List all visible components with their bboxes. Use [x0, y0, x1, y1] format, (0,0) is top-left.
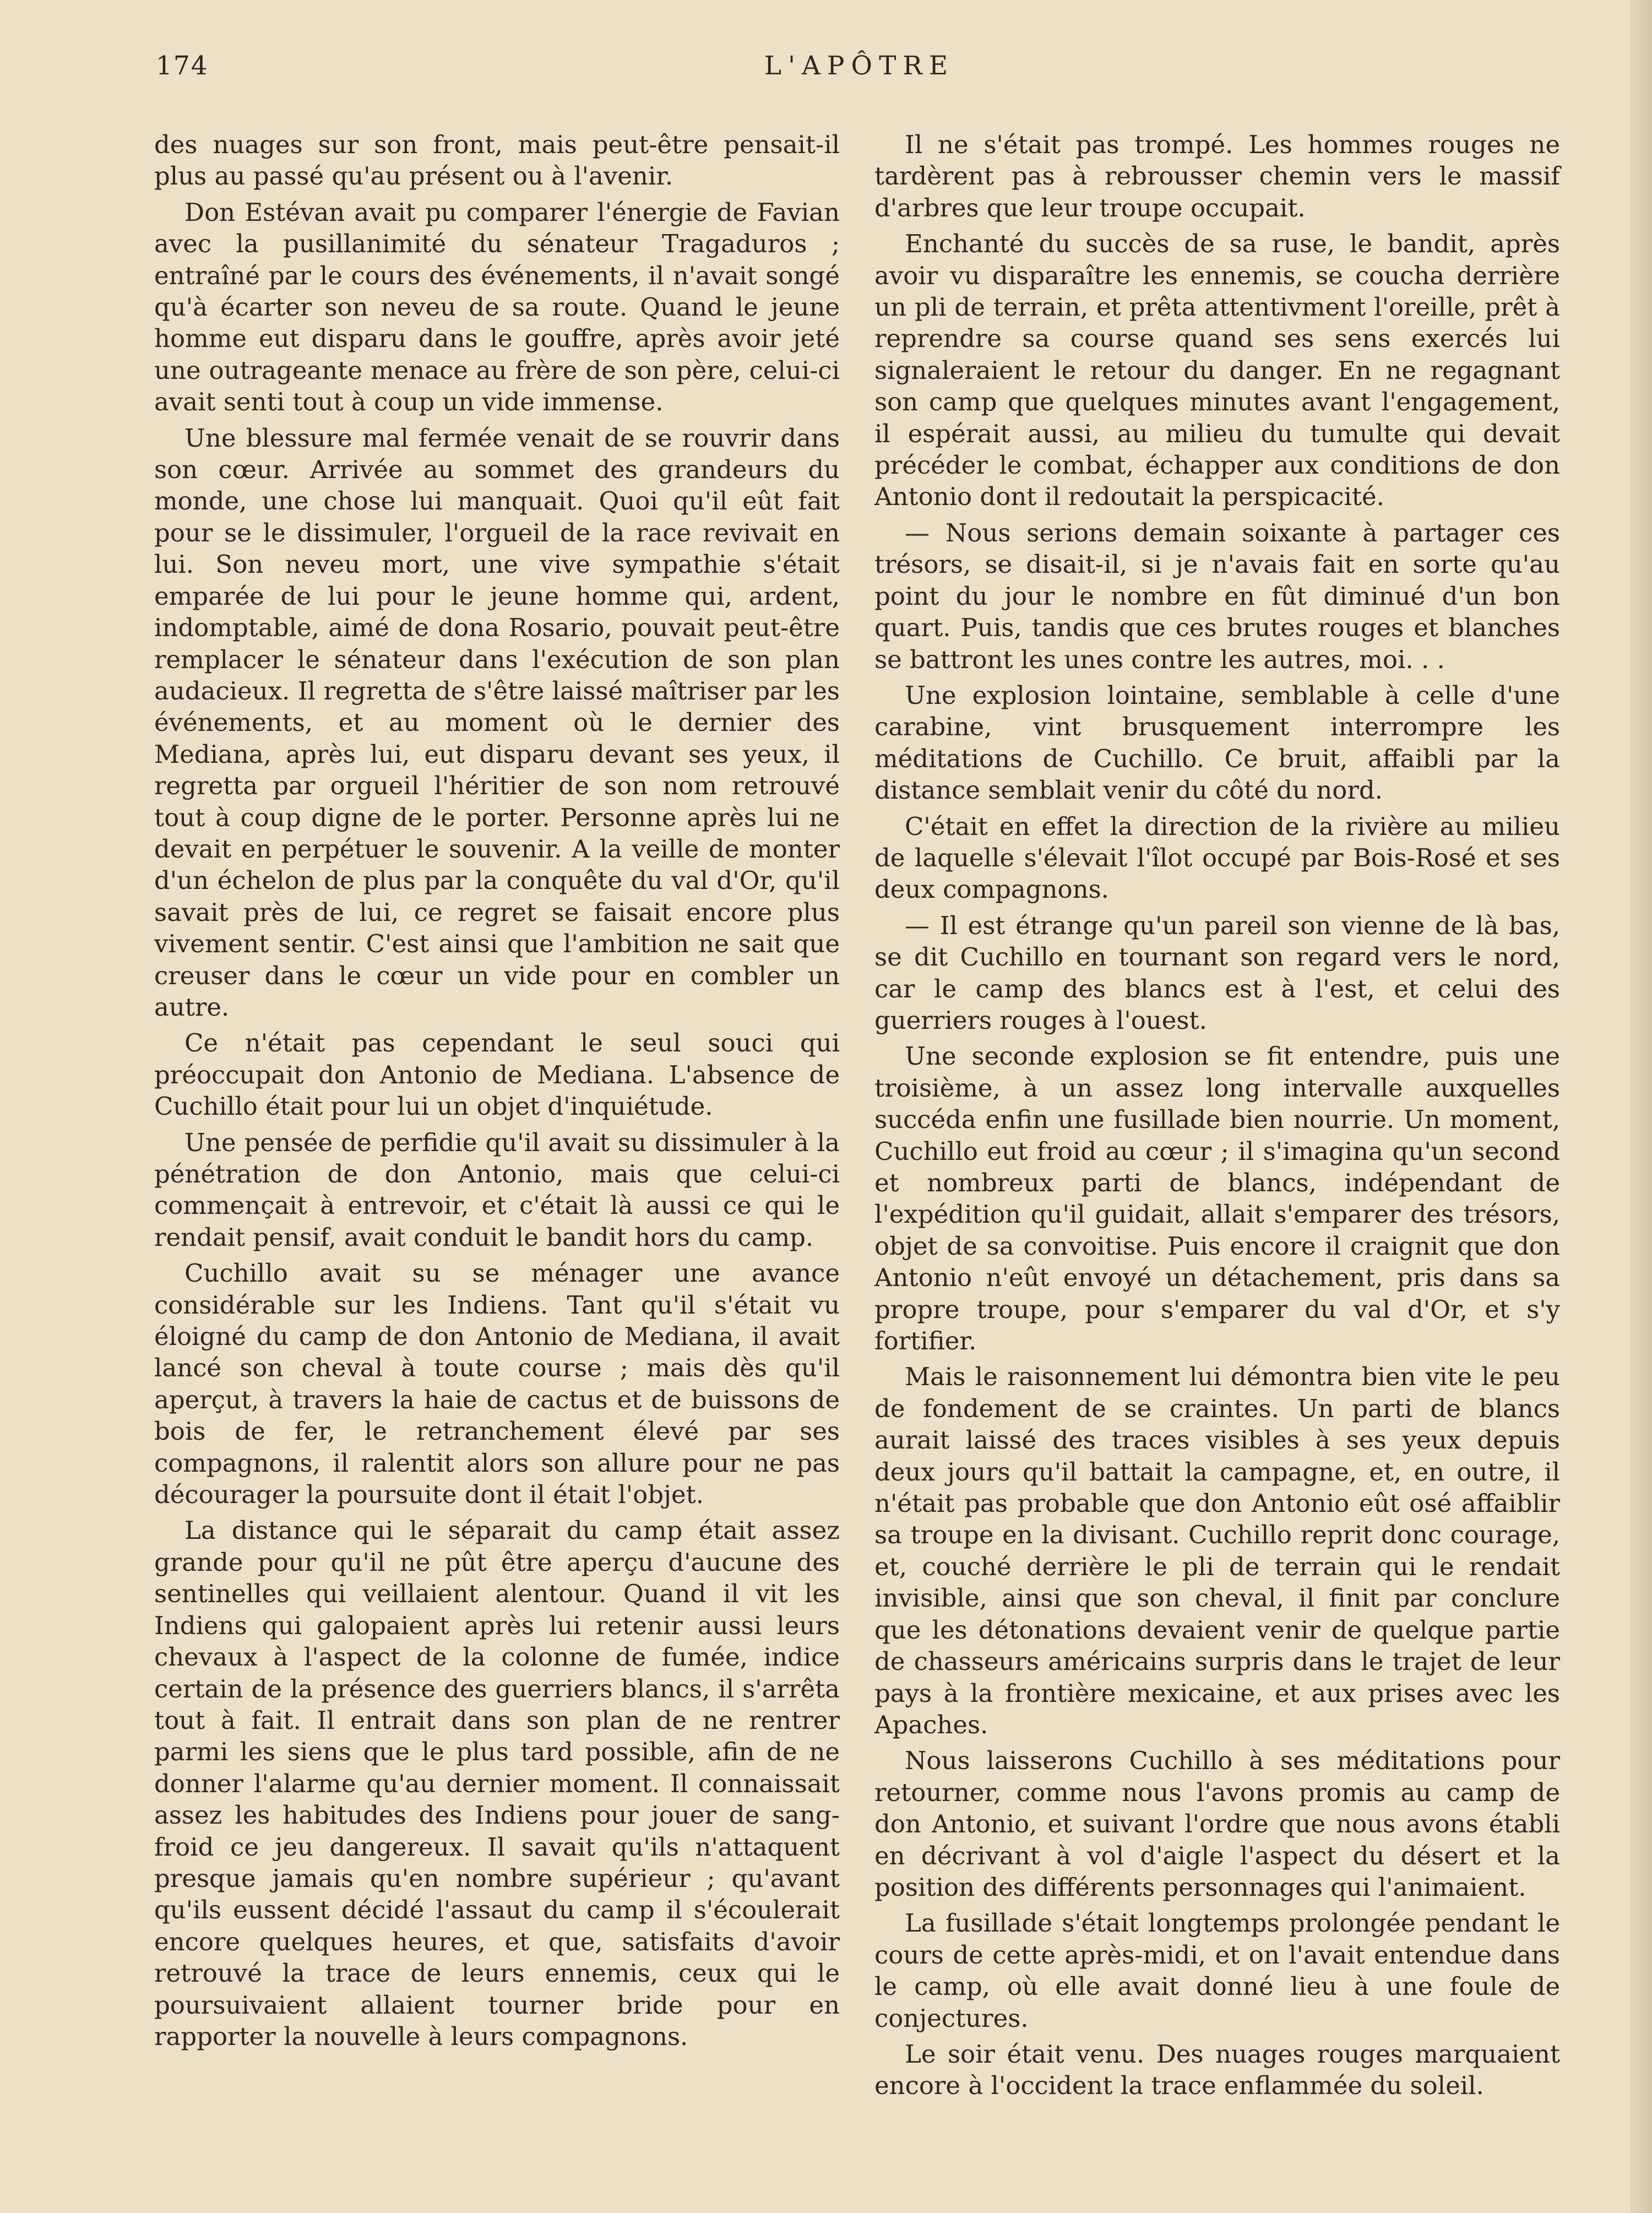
- paragraph: C'était en effet la direction de la rivière au milieu de laquelle s'élevait l'îlot occupé par Bois-Rosé et ses deux compagnons.: [874, 811, 1560, 904]
- paragraph: — Nous serions demain soixante à partager ces trésors, se disait-il, si je n'avais fait en sorte qu'au point du jour le nombre en fût diminué d'un bon quart. Puis, tandis que ces brutes rouges et blanches se battront les unes contre les autres, moi. . .: [874, 518, 1560, 674]
- paragraph: Une pensée de perfidie qu'il avait su dissimuler à la pénétration de don Antonio, mais que celui-ci commençait à entrevoir, et c'était là aussi ce qui le rendait pensif, avait conduit le bandit hors du camp.: [154, 1127, 840, 1252]
- paragraph: Enchanté du succès de sa ruse, le bandit, après avoir vu disparaître les ennemis, se coucha derrière un pli de terrain, et prêta attentivment l'oreille, prêt à reprendre sa course quand ses sens exercés lui signaleraient le retour du danger. En ne regagnant son camp que quelques minutes avant l'engagement, il espérait aussi, au milieu du tumulte qui devait précéder le combat, échapper aux conditions de don Antonio dont il redoutait la perspicacité.: [874, 229, 1560, 512]
- paragraph: La fusillade s'était longtemps prolongée pendant le cours de cette après-midi, et on l'avait entendue dans le camp, où elle avait donné lieu à une foule de conjectures.: [874, 1908, 1560, 2033]
- paragraph: Cuchillo avait su se ménager une avance considérable sur les Indiens. Tant qu'il s'était vu éloigné du camp de don Antonio de Mediana, il avait lancé son cheval à toute course ; mais dès qu'il aperçut, à travers la haie de cactus et de buissons de bois de fer, le retranchement élevé par ses compagnons, il ralentit alors son allure pour ne pas décourager la poursuite dont il était l'objet.: [154, 1259, 840, 1510]
- paragraph: La distance qui le séparait du camp était assez grande pour qu'il ne pût être aperçu d'aucune des sentinelles qui veillaient alentour. Quand il vit les Indiens qui galopaient après lui retenir aussi leurs chevaux à l'aspect de la colonne de fumée, indice certain de la présence des guerriers blancs, il s'arrêta tout à fait. Il entrait dans son plan de ne rentrer parmi les siens que le plus tard possible, afin de ne donner l'alarme qu'au dernier moment. Il connaissait assez les habitudes des Indiens pour jouer de sang-froid ce jeu dangereux. Il savait qu'ils n'attaquent presque jamais qu'en nombre supérieur ; qu'avant qu'ils eussent décidé l'assaut du camp il s'écoulerait encore quelques heures, et que, satisfaits d'avoir retrouvé la trace de leurs ennemis, ceux qui le poursuivaient allaient tourner bride pour en rapporter la nouvelle à leurs compagnons.: [154, 1516, 840, 2051]
- left-column: [154, 129, 840, 2057]
- book-title: L'APÔTRE: [764, 51, 955, 81]
- paragraph: Une blessure mal fermée venait de se rouvrir dans son cœur. Arrivée au sommet des grandeurs du monde, une chose lui manquait. Quoi qu'il eût fait pour se le dissimuler, l'orgueil de la race revivait en lui. Son neveu mort, une vive sympathie s'était emparée de lui pour le jeune homme qui, ardent, indomptable, aimé de dona Rosario, pouvait peut-être remplacer le sénateur dans l'exécution de son plan audacieux. Il regretta de s'être laissé maîtriser par les événements, et au moment où le dernier des Mediana, après lui, eut disparu devant ses yeux, il regretta par orgueil l'héritier de son nom retrouvé tout à coup digne de le porter. Personne après lui ne devait en perpétuer le souvenir. A la veille de monter d'un échelon de plus par la conquête du val d'Or, qu'il savait près de lui, ce regret se faisait encore plus vivement sentir. C'est ainsi que l'ambition ne sait que creuser dans le cœur un vide pour en combler un autre.: [154, 423, 840, 1022]
- paragraph: des nuages sur son front, mais peut-être pensait-il plus au passé qu'au présent ou à l'avenir.: [154, 130, 840, 191]
- paragraph: Une explosion lointaine, semblable à celle d'une carabine, vint brusquement interrompre les méditations de Cuchillo. Ce bruit, affaibli par la distance semblait venir du côté du nord.: [874, 680, 1560, 805]
- paragraph: Il ne s'était pas trompé. Les hommes rouges ne tardèrent pas à rebrousser chemin vers le massif d'arbres que leur troupe occupait.: [874, 130, 1560, 223]
- paragraph: Ce n'était pas cependant le seul souci qui préoccupait don Antonio de Mediana. L'absence de Cuchillo était pour lui un objet d'inquiétude.: [154, 1028, 840, 1121]
- page-edge: [1630, 0, 1652, 2213]
- paragraph: Don Estévan avait pu comparer l'énergie de Favian avec la pusillanimité du sénateur Tragaduros ; entraîné par le cours des événements, il n'avait songé qu'à écarter son neveu de sa route. Quand le jeune homme eut disparu dans le gouffre, après avoir jeté une outrageante menace au frère de son père, celui-ci avait senti tout à coup un vide immense.: [154, 197, 840, 417]
- page-number: 174: [156, 51, 209, 81]
- paragraph: Mais le raisonnement lui démontra bien vite le peu de fondement de se craintes. Un parti de blancs aurait laissé des traces visibles à ses yeux depuis deux jours qu'il battait la campagne, et, en outre, il n'était pas probable que don Antonio eût osé affaiblir sa troupe en la divisant. Cuchillo reprit donc courage, et, couché derrière le pli de terrain qui le rendait invisible, ainsi que son cheval, il finit par conclure que les détonations devaient venir de quelque partie de chasseurs américains surpris dans le trajet de leur pays à la frontière mexicaine, et aux prises avec les Apaches.: [874, 1362, 1560, 1739]
- running-head: [156, 51, 1563, 95]
- right-column: [874, 129, 1560, 2106]
- paragraph: Le soir était venu. Des nuages rouges marquaient encore à l'occident la trace enflammée du soleil.: [874, 2039, 1560, 2101]
- paragraph: Nous laisserons Cuchillo à ses méditations pour retourner, comme nous l'avons promis au camp de don Antonio, et suivant l'ordre que nous avons établi en décrivant à vol d'aigle l'aspect du désert et la position des différents personnages qui l'animaient.: [874, 1746, 1560, 1902]
- paragraph: — Il est étrange qu'un pareil son vienne de là bas, se dit Cuchillo en tournant son regard vers le nord, car le camp des blancs est à l'est, et celui des guerriers rouges à l'ouest.: [874, 910, 1560, 1035]
- paragraph: Une seconde explosion se fit entendre, puis une troisième, à un assez long intervalle auxquelles succéda enfin une fusillade bien nourrie. Un moment, Cuchillo eut froid au cœur ; il s'imagina qu'un second et nombreux parti de blancs, indépendant de l'expédition qu'il guidait, allait s'emparer des trésors, objet de sa convoitise. Puis encore il craignit que don Antonio n'eût envoyé un détachement, pris dans sa propre troupe, pour s'emparer du val d'Or, et s'y fortifier.: [874, 1042, 1560, 1356]
